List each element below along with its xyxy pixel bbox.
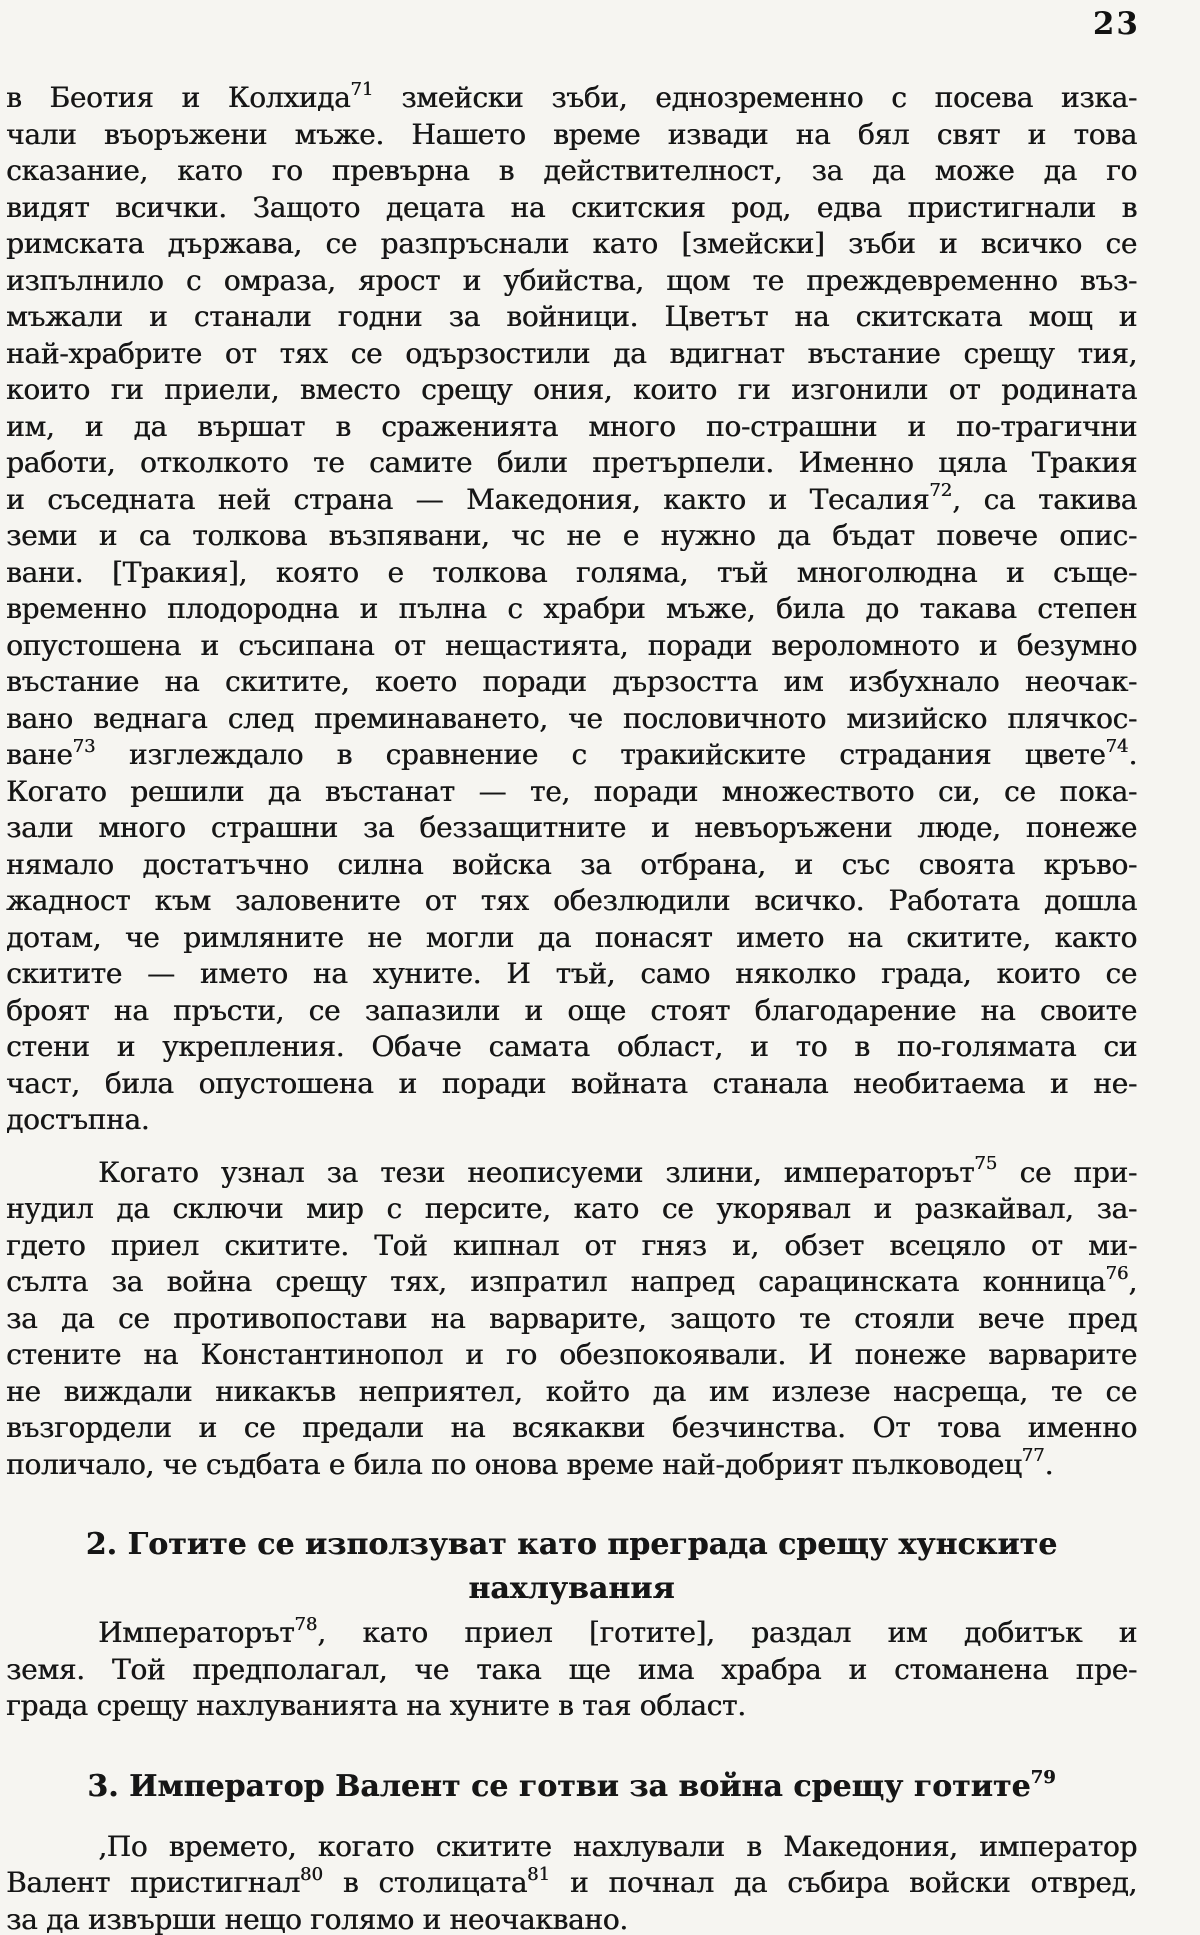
text-line: видят всички. Защото децата на скитския род, едва пристигнали в [6,190,1137,224]
text-line: в Беотия и Колхида$^{71}$ змейски зъби, еднозременно с посева изка- [6,80,1137,114]
text-line: земи и са толкова възпявани, чс не е нужно да бъдат повече опис- [6,519,1137,552]
paragraph [6,1829,1137,1935]
text-line: стените на Константинопол и го обезпокоявали. И понеже варварите [6,1338,1137,1371]
footnote-ref: 79 [1030,1766,1056,1788]
text-line: въстание на скитите, което поради дързостта им избухнало неочак- [6,665,1137,698]
paragraph [6,1615,1137,1725]
text-line: мъжали и станали годни за войници. Цветът на скитската мощ и [6,300,1137,333]
text-line: част, била опустошена и поради войната станала необитаема и не- [6,1066,1137,1100]
footnote-ref: 80 [299,1865,323,1885]
paragraph [6,80,1137,1139]
text-line: и съседната ней страна — Македония, както и Тесалия$^{72}$, са такива [6,481,1137,516]
text-line: сказание, като го превърна в действителност, за да може да го [6,154,1137,187]
text-line: Валент пристигнал$^{80}$ в столицата$^{81}$ и почнал да събира войски отвред, [6,1865,1137,1899]
text-line: Когато решили да въстанат — те, поради множеството си, се пока- [6,774,1137,808]
text-line: за да извърши нещо голямо и неочаквано. [6,1902,628,1935]
text-line: за да се противопостави на варварите, защото те стояли вече пред [6,1301,1137,1335]
text-line: временно плодородна и пълна с храбри мъже, била до такава степен [6,592,1137,625]
text-line: земя. Той предполагал, че така ще има храбра и стоманена пре- [6,1652,1137,1686]
text-line: вани. [Тракия], която е толкова голяма, тъй многолюдна и съще- [6,555,1137,589]
text-line: най-храбрите от тях се одързостили да вдигнат въстание срещу тия, [6,336,1137,370]
footnote-ref: 72 [929,481,953,502]
footnote-ref: 71 [350,80,374,100]
footnote-ref: 74 [1105,737,1129,757]
footnote-ref: 81 [527,1865,550,1885]
text-line: гдето приел скитите. Той кипнал от гняз и, обзет всецяло от ми- [6,1228,1137,1262]
text-line: нямало достатъчно силна войска за отбрана, и със своята кръво- [6,847,1137,881]
text-line: нудил да сключи мир с персите, като се укорявал и разкайвал, за- [6,1192,1137,1225]
text-line: Когато узнал за тези неописуеми злини, императорът$^{75}$ се при- [98,1154,1137,1189]
text-line: жадност към заловените от тях обезлюдили всичко. Работата дошла [6,884,1137,917]
text-line: които ги приели, вместо срещу ония, които ги изгонили от родината [6,373,1137,406]
text-line: достъпна. [6,1103,150,1136]
heading-line: 3. Император Валент се готви за война срещу готите$^{79}$ [87,1766,1056,1804]
text-line: чали въоръжени мъже. Нашето време извади на бял свят и това [6,117,1137,151]
text-line: опустошена и съсипана от нещастията, поради вероломното и безумно [6,628,1137,662]
footnote-ref: 77 [1021,1446,1045,1467]
text-line: Императорът$^{78}$, като приел [готите], раздал им добитък и [98,1615,1137,1649]
paragraph [6,1155,1137,1484]
heading-line: нахлувания [468,1571,675,1606]
text-line: не виждали никакъв неприятел, който да им излезе насреща, те се [6,1374,1137,1408]
text-line: вано веднага след преминаването, че пословичното мизийско плячкос- [6,701,1137,735]
text-line: работи, отколкото те самите били претърпели. Именно цяла Тракия [6,446,1137,479]
footnote-ref: 73 [72,737,96,757]
text-line: сълта за война срещу тях, изпратил напред сарацинската конница$^{76}$, [6,1264,1137,1298]
text-line: изпълнило с омраза, ярост и убийства, щом те преждевременно въз- [6,263,1137,297]
text-line: зали много страшни за беззащитните и невъоръжени люде, понеже [6,811,1137,844]
text-line: ‚По времето, когато скитите нахлували в Македония, император [98,1829,1137,1863]
text-line: ване$^{73}$ изглеждало в сравнение с тракийските страдания цвете$^{74}$. [6,737,1137,771]
text-line: стени и укрепления. Обаче самата област, и то в по-голямата си [6,1030,1137,1063]
footnote-ref: 78 [294,1615,318,1635]
page-number: 23 [1092,6,1140,42]
text-line: дотам, че римляните не могли да понасят името на скитите, както [6,920,1137,954]
heading-line: 2. Готите се използуват като преграда срещу хунските [85,1527,1058,1562]
text-line: броят на пръсти, се запазили и още стоят благодарение на своите [6,993,1137,1027]
text-line: поличало, че съдбата е била по онова време най-добрият пълководец$^{77}$. [6,1446,1054,1481]
text-line: града срещу нахлуванията на хуните в тая област. [6,1689,746,1722]
text-line: възгордели и се предали на всякакви безчинства. От това именно [6,1411,1137,1444]
text-line: скитите — името на хуните. И тъй, само няколко града, които се [6,957,1137,990]
page-text-column [6,80,1137,1935]
text-line: римската държава, се разпръснали като [змейски] зъби и всичко се [6,227,1137,260]
footnote-ref: 75 [974,1154,998,1175]
section-heading [6,1765,1137,1809]
text-line: им, и да вършат в сраженията много по-страшни и по-трагични [6,409,1137,443]
section-heading [6,1523,1137,1611]
footnote-ref: 76 [1105,1264,1129,1284]
